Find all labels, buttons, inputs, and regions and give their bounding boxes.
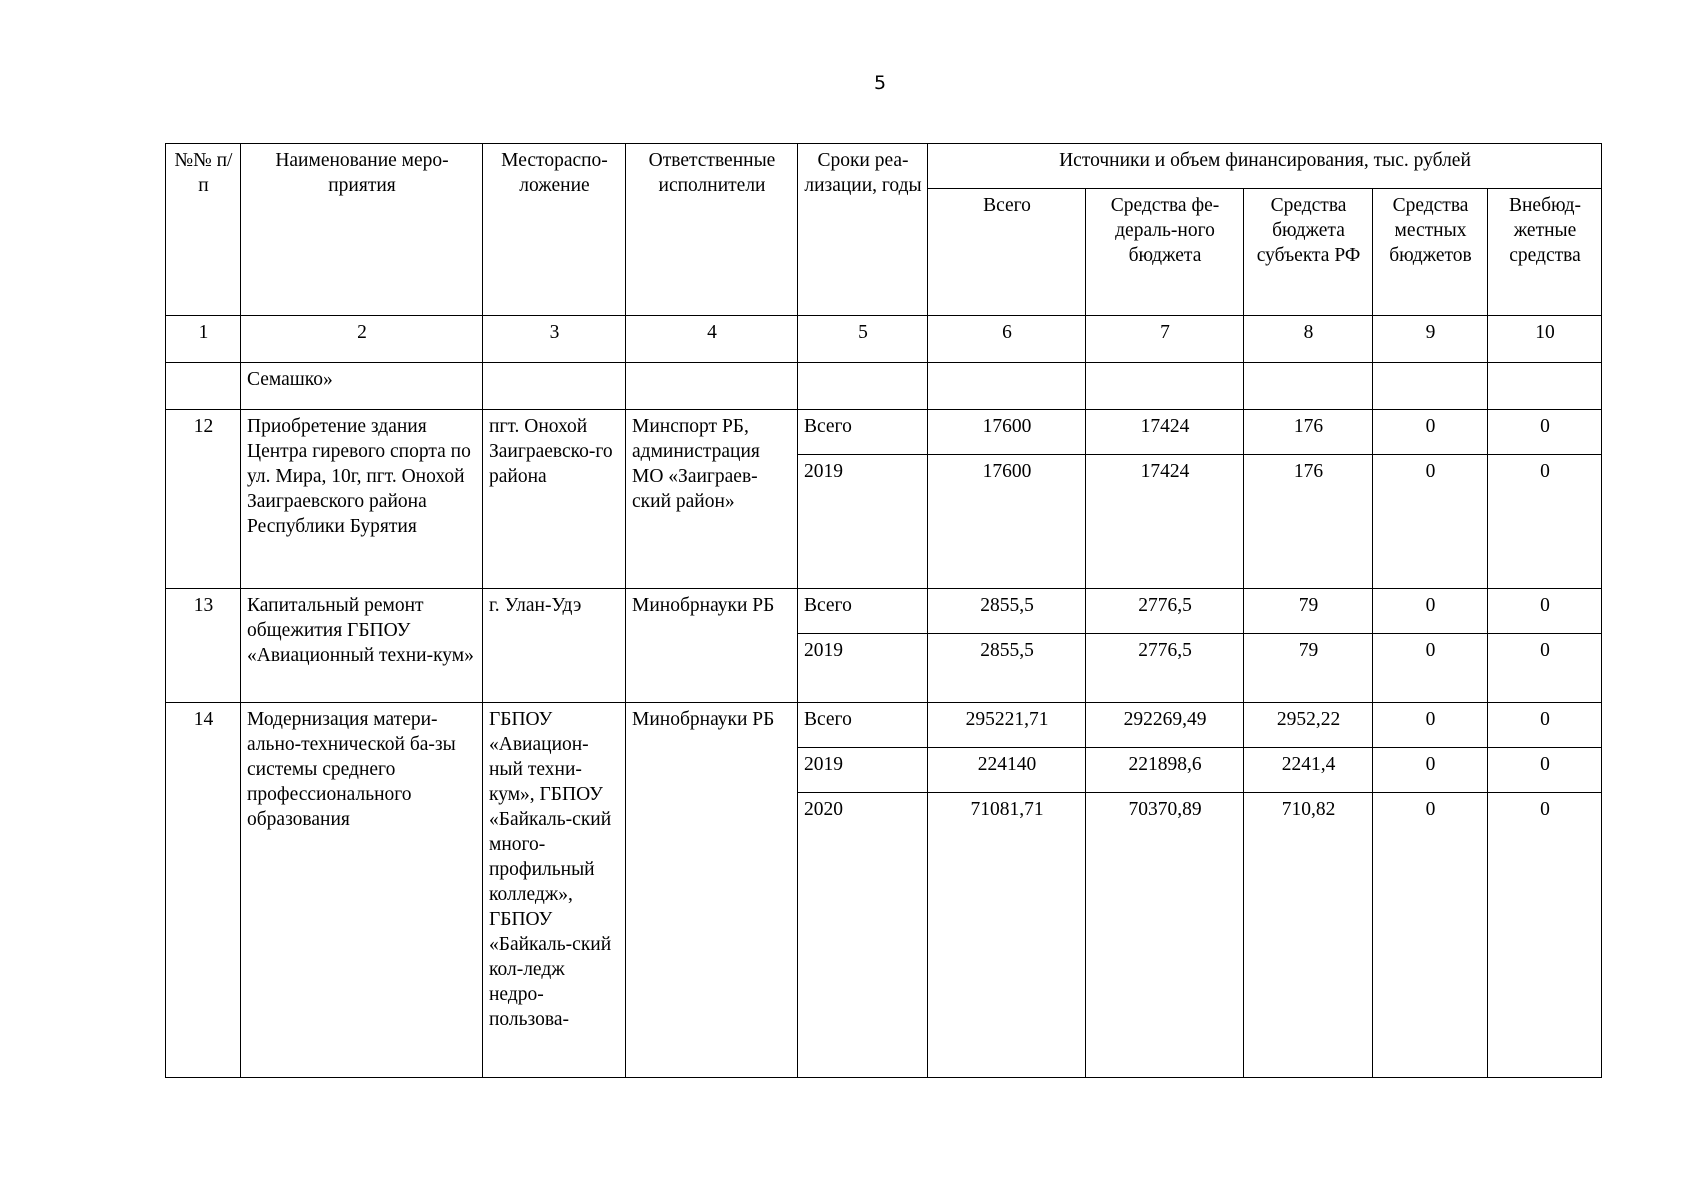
federal-value: 17424 — [1086, 455, 1244, 589]
empty-cell — [626, 363, 798, 410]
header-funding: Источники и объем финансирования, тыс. рублей — [928, 144, 1602, 189]
federal-value: 2776,5 — [1086, 589, 1244, 634]
period: 2019 — [798, 634, 928, 703]
header-subject: Средства бюджета субъекта РФ — [1244, 189, 1373, 316]
item-responsible: Минобрнауки РБ — [626, 589, 798, 703]
period: Всего — [798, 410, 928, 455]
table-row — [166, 703, 1602, 748]
header-local: Средства местных бюджетов — [1373, 189, 1488, 316]
empty-cell — [166, 363, 241, 410]
extra-value: 0 — [1488, 703, 1602, 748]
col-number: 10 — [1488, 316, 1602, 363]
page-number: 5 — [873, 72, 887, 94]
empty-cell — [1373, 363, 1488, 410]
col-number: 6 — [928, 316, 1086, 363]
total-value: 71081,71 — [928, 793, 1086, 1078]
total-value: 17600 — [928, 410, 1086, 455]
total-value: 17600 — [928, 455, 1086, 589]
local-value: 0 — [1373, 410, 1488, 455]
period: 2019 — [798, 748, 928, 793]
item-number: 12 — [166, 410, 241, 589]
header-total: Всего — [928, 189, 1086, 316]
col-number: 4 — [626, 316, 798, 363]
subject-value: 79 — [1244, 634, 1373, 703]
col-number: 1 — [166, 316, 241, 363]
local-value: 0 — [1373, 793, 1488, 1078]
column-number-row — [166, 316, 1602, 363]
empty-cell — [1488, 363, 1602, 410]
local-value: 0 — [1373, 455, 1488, 589]
federal-value: 2776,5 — [1086, 634, 1244, 703]
federal-value: 70370,89 — [1086, 793, 1244, 1078]
item-number: 13 — [166, 589, 241, 703]
subject-value: 2241,4 — [1244, 748, 1373, 793]
subject-value: 2952,22 — [1244, 703, 1373, 748]
extra-value: 0 — [1488, 634, 1602, 703]
extra-value: 0 — [1488, 793, 1602, 1078]
federal-value: 17424 — [1086, 410, 1244, 455]
total-value: 224140 — [928, 748, 1086, 793]
col-number: 2 — [241, 316, 483, 363]
local-value: 0 — [1373, 748, 1488, 793]
header-num: №№ п/п — [166, 144, 241, 316]
header-location: Местораспо-ложение — [483, 144, 626, 316]
col-number: 8 — [1244, 316, 1373, 363]
col-number: 3 — [483, 316, 626, 363]
item-name: Приобретение здания Центра гиревого спорта по ул. Мира, 10г, пгт. Онохой Заиграевского района Республики Бурятия — [241, 410, 483, 589]
empty-cell — [798, 363, 928, 410]
subject-value: 176 — [1244, 410, 1373, 455]
extra-value: 0 — [1488, 410, 1602, 455]
col-number: 5 — [798, 316, 928, 363]
header-responsible: Ответственные исполнители — [626, 144, 798, 316]
subject-value: 176 — [1244, 455, 1373, 589]
period: 2020 — [798, 793, 928, 1078]
local-value: 0 — [1373, 589, 1488, 634]
header-years: Сроки реа-лизации, годы — [798, 144, 928, 316]
empty-cell — [483, 363, 626, 410]
extra-value: 0 — [1488, 455, 1602, 589]
header-federal: Средства фе-дераль-ного бюджета — [1086, 189, 1244, 316]
header-name: Наименование меро-приятия — [241, 144, 483, 316]
local-value: 0 — [1373, 634, 1488, 703]
item-location: г. Улан-Удэ — [483, 589, 626, 703]
item-responsible: Минспорт РБ, администрация МО «Заиграев-ский район» — [626, 410, 798, 589]
col-number: 9 — [1373, 316, 1488, 363]
local-value: 0 — [1373, 703, 1488, 748]
total-value: 2855,5 — [928, 589, 1086, 634]
extra-value: 0 — [1488, 748, 1602, 793]
federal-value: 221898,6 — [1086, 748, 1244, 793]
financing-table — [165, 143, 1602, 1078]
continuation-row — [166, 363, 1602, 410]
table-row — [166, 589, 1602, 634]
item-number: 14 — [166, 703, 241, 1078]
empty-cell — [1244, 363, 1373, 410]
subject-value: 710,82 — [1244, 793, 1373, 1078]
item-location: ГБПОУ «Авиацион-ный техни-кум», ГБПОУ «Байкаль-ский много-профильный колледж», ГБПОУ «Байкаль-ский кол-ледж недро-пользова- — [483, 703, 626, 1078]
period: Всего — [798, 589, 928, 634]
item-name: Модернизация матери-ально-технической ба-зы системы среднего профессионального образования — [241, 703, 483, 1078]
total-value: 2855,5 — [928, 634, 1086, 703]
header-row-1 — [166, 144, 1602, 189]
extra-value: 0 — [1488, 589, 1602, 634]
subject-value: 79 — [1244, 589, 1373, 634]
item-name: Капитальный ремонт общежития ГБПОУ «Авиационный техни-кум» — [241, 589, 483, 703]
empty-cell — [1086, 363, 1244, 410]
col-number: 7 — [1086, 316, 1244, 363]
period: Всего — [798, 703, 928, 748]
period: 2019 — [798, 455, 928, 589]
item-responsible: Минобрнауки РБ — [626, 703, 798, 1078]
empty-cell — [928, 363, 1086, 410]
federal-value: 292269,49 — [1086, 703, 1244, 748]
header-extra: Внебюд-жетные средства — [1488, 189, 1602, 316]
continuation-name: Семашко» — [241, 363, 483, 410]
total-value: 295221,71 — [928, 703, 1086, 748]
table-row — [166, 410, 1602, 455]
item-location: пгт. Онохой Заиграевско-го района — [483, 410, 626, 589]
